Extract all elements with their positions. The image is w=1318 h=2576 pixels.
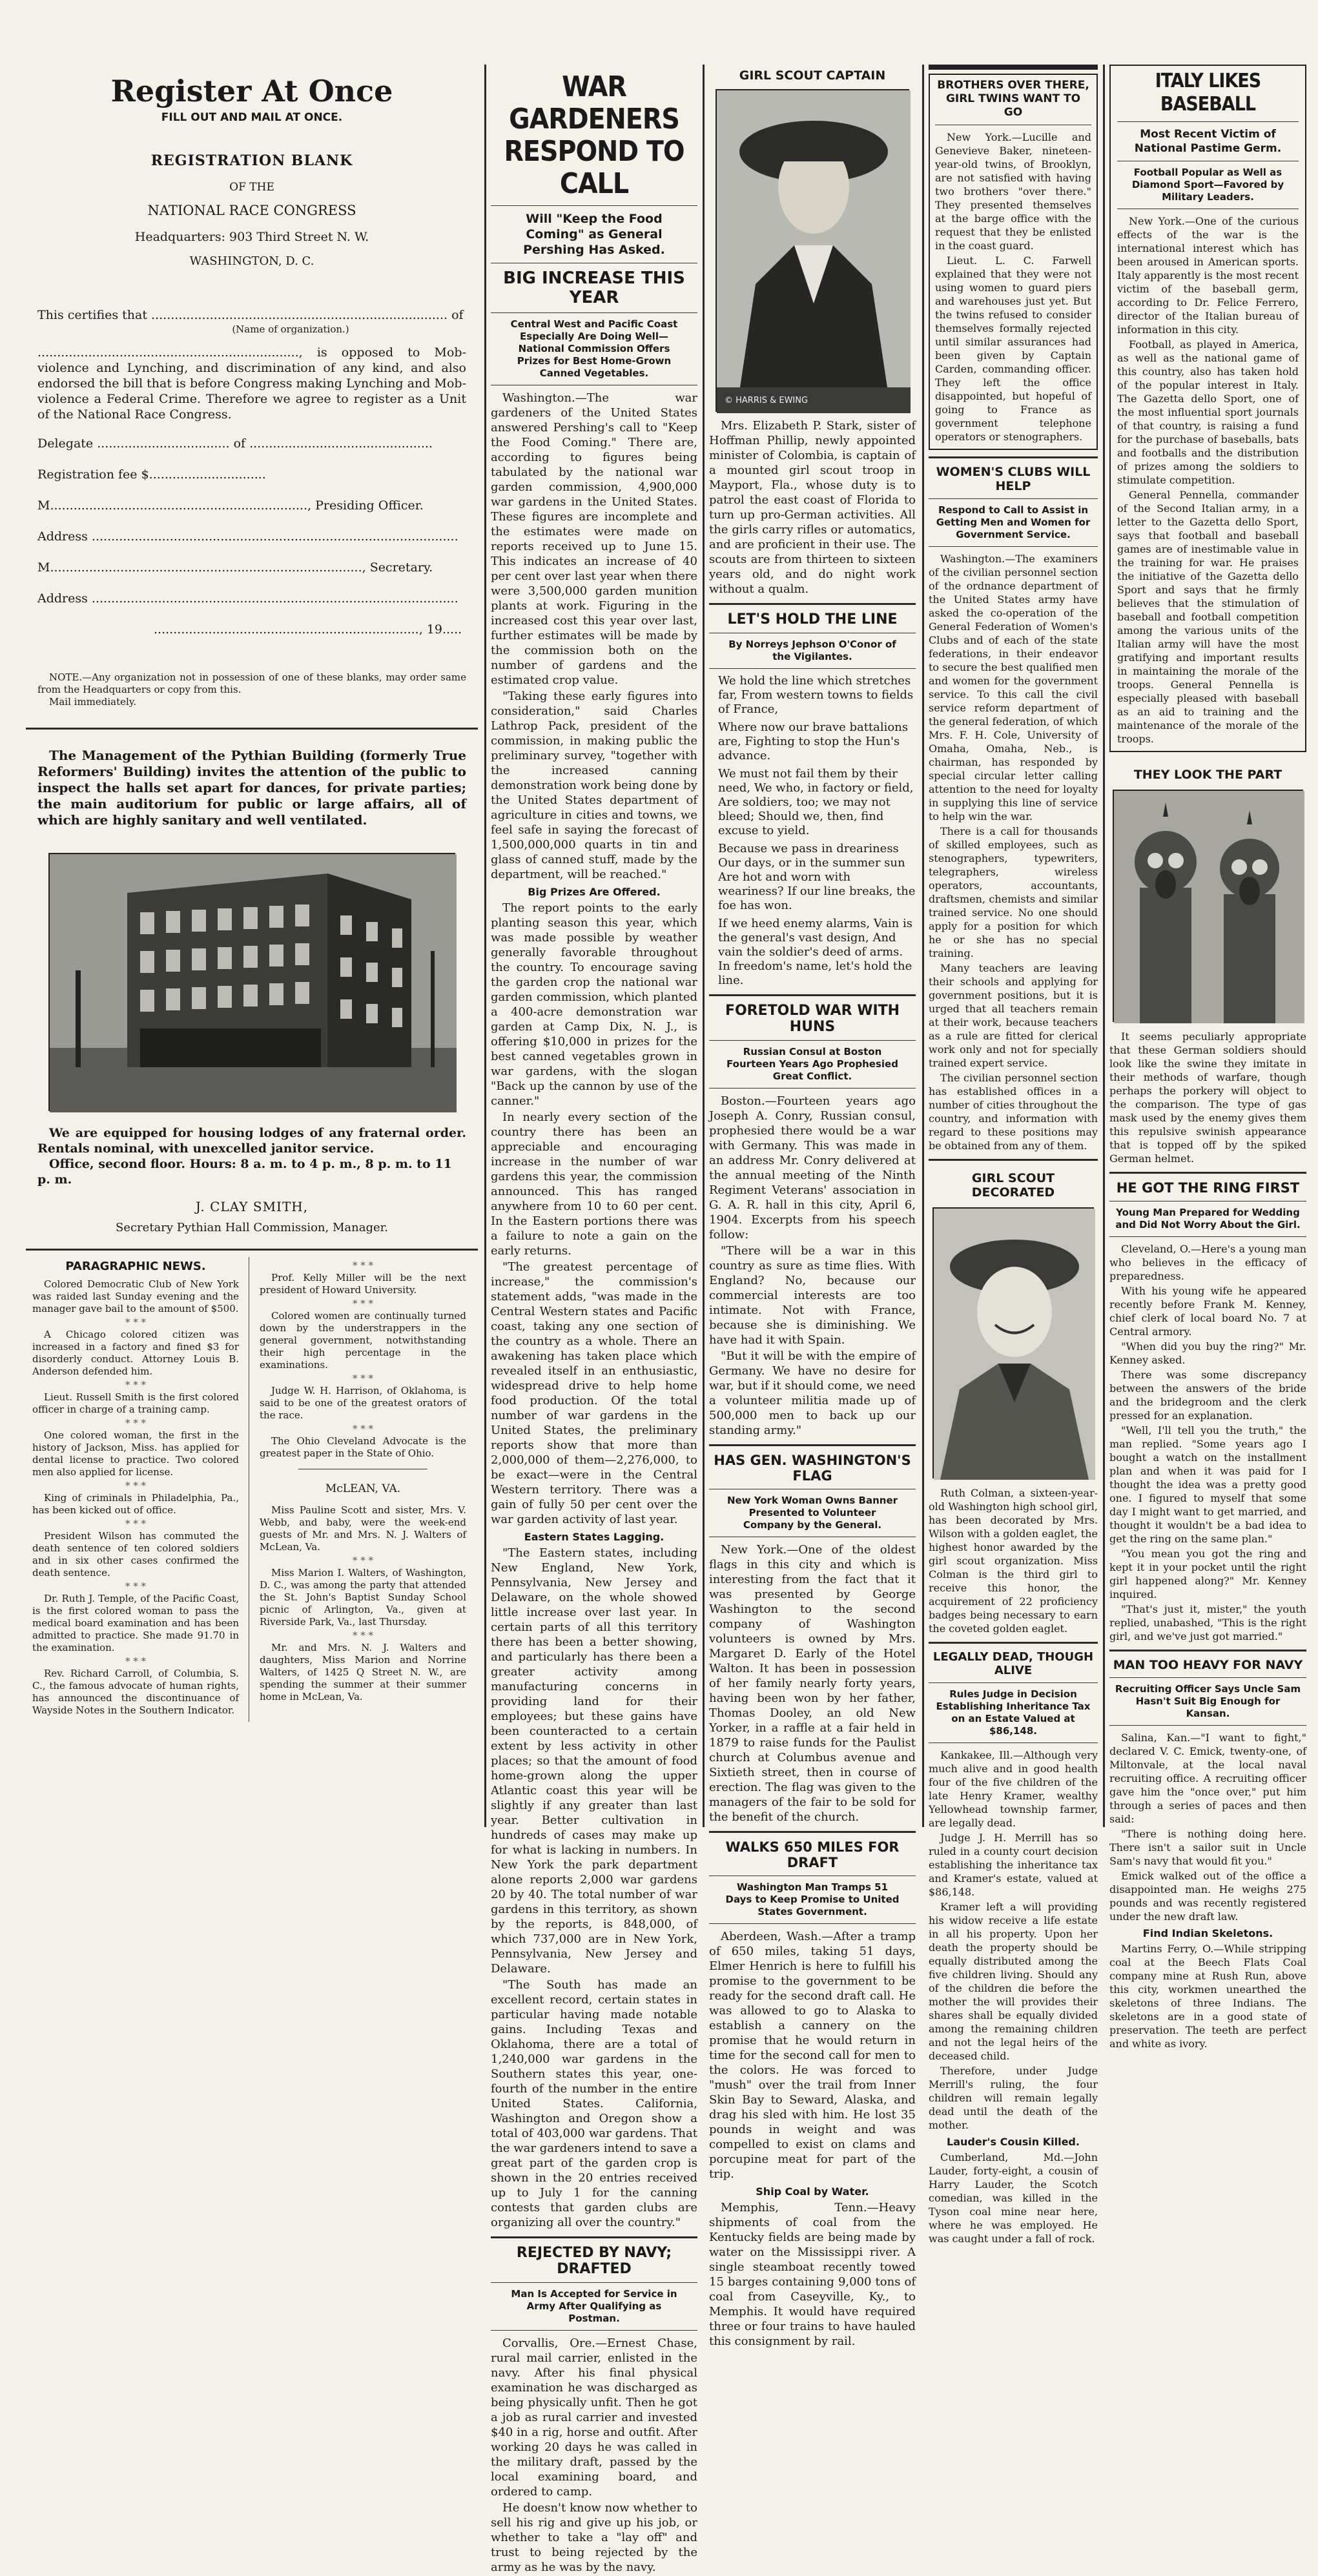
too-heavy-deck: Recruiting Officer Says Uncle Sam Hasn't Suit Big Enough for Kansan. [1115, 1683, 1301, 1719]
soldiers-illustration [1114, 791, 1304, 1023]
para-item: Rev. Richard Carroll, of Columbia, S. C., the famous advocate of human rights, has announced the discontinuance of Wayside Notes in the Southern Indicator. [32, 1668, 239, 1716]
girl-scout-decorated-caption: GIRL SCOUT DECORATED [971, 1171, 1055, 1200]
hold-the-line-title: LET'S HOLD THE LINE [727, 611, 898, 628]
article-paragraph: General Pennella, commander of the Second Italian army, in a letter to the Gazetta dello Sport, says that football and baseball games are of inestimable value in the training for war. He praises the initiative of the Gazetta dello Sport and says that he firmly believes that the stimulation of baseball and football competition among the various units of the Italian army will have the most gratifying and important results in maintaining the morale of the troops. General Pennella is especially pleased with baseball as an aid to training and the maintenance of the morale of the troops. [1117, 489, 1299, 745]
italy-baseball-headline: ITALY LIKES BASEBALL [1155, 70, 1261, 116]
signer-title: Secretary Pythian Hall Commission, Manager. [116, 1221, 388, 1234]
article-paragraph: Washington.—The examiners of the civilian personnel section of the ordnance department of the United States army have asked the co-operation of the General Federation of Women's Clubs and of each of the state federations, in their endeavor to secure the best qualified men and women for the government service. To this call the civil service reform department of the general federation, of which Mrs. F. H. Cole, University of Omaha, Omaha, Neb., is chairman, has responded by special circular letter calling attention to the need for loyalty in supplying this line of service to help win the war. [929, 553, 1098, 823]
big-increase-headline: BIG INCREASE THIS YEAR [503, 269, 685, 307]
scout-decorated-text: Ruth Colman, a sixteen-year-old Washington high school girl, has been decorated by Mrs. Wilson with a golden eaglet, the highest honor awarded by the girl scout organization. Miss Colman is the third girl to receive this honor, the acquirement of 22 proficiency badges being necessary to earn the coveted golden eaglet. [929, 1487, 1098, 1635]
portrait-illustration [934, 1209, 1095, 1480]
certifies-line: This certifies that ............................................................................ of [37, 308, 464, 322]
article-paragraph: The report points to the early planting season this year, which was made possible by weather generally favorable throughout the country. To encourage saving the garden crop the national war garden commission, which planted a 400-acre demonstration war garden at Camp Dix, N. J., is offering $10,000 in prizes for the best canned vegetables grown in war gardens, with the slogan "Back up the cannon by use of the canner." [491, 901, 697, 1108]
womens-clubs-deck: Respond to Call to Assist in Getting Men and Women for Government Service. [936, 504, 1091, 540]
equipped-text: We are equipped for housing lodges of any fraternal order. Rentals nominal, with unexcelled janitor service. [37, 1126, 466, 1156]
mclean-item: Mr. and Mrs. N. J. Walters and daughters, Miss Marion and Norrine Walters, of 1425 Q Street N. W., are spending the summer at their summer home in McLean, Va. [260, 1642, 466, 1702]
office-hours: Office, second floor. Hours: 8 a. m. to 4 p. m., 8 p. m. to 11 p. m. [37, 1157, 452, 1187]
article-paragraph: Boston.—Fourteen years ago Joseph A. Conry, Russian consul, prophesied there would be a war with Germany. This was made in an address Mr. Conry delivered at the annual meeting of the Ninth Regiment Veterans' association in G. A. R. hall in this city, April 6, 1904. Excerpts from his speech follow: [709, 1094, 916, 1242]
washington-flag-deck: New York Woman Owns Banner Presented to Volunteer Company by the General. [726, 1495, 898, 1531]
mail-text: Mail immediately. [49, 696, 137, 708]
register-title: Register At Once [110, 74, 393, 108]
subhead-indian-skeletons: Find Indian Skeletons. [1142, 1927, 1273, 1939]
para-item: Colored women are continually turned down by the understrappers in the general government, notwithstanding their high percentage in the examinations. [260, 1310, 466, 1371]
italy-baseball-box [1109, 65, 1306, 752]
address-field-2[interactable]: Address .............................................................................................. [37, 591, 458, 606]
presiding-field[interactable]: M.................................................................., Presiding Officer. [37, 498, 424, 513]
article-paragraph: Corvallis, Ore.—Ernest Chase, rural mail carrier, enlisted in the navy. After his final physical examination he was discharged as being physically unfit. Then he got a job as rural carrier and invested $40 in a rig, horse and outfit. After working 20 days he was called in the military draft, passed by the local examining board, and ordered to camp. [491, 2336, 697, 2499]
article-paragraph: Kramer left a will providing his widow receive a life estate in all his property. Upon her death the property should be equally distributed among the five children living. Should any of the children die before the mother the will provides their shares shall be equally divided among the remaining children and not the legal heirs of the deceased child. [929, 1901, 1098, 2062]
foretold-war-headline: FORETOLD WAR WITH HUNS [725, 1003, 900, 1035]
poem-stanza: If we heed enemy alarms, Vain is the general's vast design, And vain the soldier's deed of arms. In freedom's name, let's hold the line. [718, 917, 912, 987]
article-paragraph: "There will be a war in this country as sure as time flies. With England? No, because our commercial interests are too intimate. Not with France, because she is diminishing. We have had it with Spain. [709, 1244, 916, 1347]
article-paragraph: Washington.—The war gardeners of the United States answered Pershing's call to "Keep the Food Coming." There are, according to figures being tabulated by the national war garden commission, 4,900,000 war gardens in the United States. These figures are incomplete and the estimates were made on reports received up to June 15. This indicates an increase of 40 per cent over last year when there were 3,500,000 garden munition plants at work. Figuring in the increased cost this year over last, further estimates will be made by the commission both on the number of gardens and the estimated crop value. [491, 391, 697, 687]
article-paragraph: Kankakee, Ill.—Although very much alive and in good health four of the five children of the late Henry Kramer, wealthy Yellowhead township farmer, are legally dead. [929, 1749, 1098, 1829]
legally-dead-headline: LEGALLY DEAD, THOUGH ALIVE [932, 1650, 1094, 1677]
poem-stanza: We hold the line which stretches far, From western towns to fields of France, [718, 674, 914, 716]
mclean-item: Miss Marion I. Walters, of Washington, D. C., was among the party that attended the St. John's Baptist Sunday School picnic of Arlington, Va., given at Riverside Park, Va., last Thursday. [260, 1567, 466, 1628]
city: WASHINGTON, D. C. [189, 254, 314, 268]
mclean-title: McLEAN, VA. [325, 1482, 401, 1495]
article-paragraph: "When did you buy the ring?" Mr. Kenney asked. [1109, 1340, 1306, 1366]
gas-mask-soldiers-photo [1113, 790, 1303, 1022]
italy-baseball-deck: Most Recent Victim of National Pastime Germ. [1134, 128, 1282, 155]
article-paragraph: There was some discrepancy between the answers of the bride and the bridegroom and the clerk pressed for an explanation. [1109, 1369, 1306, 1422]
headquarters: Headquarters: 903 Third Street N. W. [134, 230, 369, 244]
poem-stanza: Because we pass in dreariness Our days, or in the summer sun Are hot and worn with weariness? If our line breaks, the foe has won. [718, 842, 916, 912]
para-item: Dr. Ruth J. Temple, of the Pacific Coast, is the first colored woman to pass the medical board examination and has been admitted to practice. She made 91.70 in the examination. [32, 1593, 239, 1653]
womens-clubs-headline: WOMEN'S CLUBS WILL HELP [936, 465, 1091, 493]
registration-ad [26, 74, 478, 708]
address-field-1[interactable]: Address .............................................................................................. [37, 529, 458, 544]
poem-stanza: Where now our brave battalions are, Fighting to stop the Hun's advance. [718, 721, 909, 762]
article-paragraph: New York.—One of the oldest flags in this city and which is interesting from the fact that it was presented by George Washington to the second company of Washington volunteers is owned by Mrs. Margaret D. Early of the Hotel Walton. It has been in possession of her family nearly forty years, having been won by her father, Thomas Dooley, an old New Yorker, in a raffle at a fair held in 1879 to raise funds for the Paulist church at Columbus avenue and Sixtieth street, then in course of erection. The flag was given to the managers of the fair to be sold for the benefit of the church. [709, 1543, 916, 1824]
girl-scout-captain-photo [716, 89, 909, 412]
brothers-over-there-box [929, 74, 1098, 450]
para-item: King of criminals in Philadelphia, Pa., has been kicked out of office. [32, 1492, 239, 1516]
poem-stanza: We must not fail them by their need, We who, in factory or field, Are soldiers, too; we may not bleed; Should we, then, find excuse to yield. [718, 767, 914, 837]
blank-of: OF THE [229, 181, 274, 194]
subhead-eastern-states: Eastern States Lagging. [524, 1531, 664, 1543]
column-1 [26, 45, 478, 1722]
article-paragraph: "You mean you got the ring and kept it in your pocket until the right girl happened along?" Mr. Kenney inquired. [1109, 1548, 1306, 1600]
building-illustration [50, 854, 457, 1112]
delegate-field[interactable]: Delegate .................................. of ............................................... [37, 436, 433, 451]
newspaper-page [26, 45, 1308, 2574]
date-field[interactable]: ...................................................................., 19..... [154, 622, 462, 637]
girl-scout-decorated-photo [932, 1207, 1094, 1478]
blank-title: REGISTRATION BLANK [150, 152, 353, 169]
column-3 [709, 45, 916, 2350]
article-paragraph: "The Eastern states, including New England, New York, Pennsylvania, New Jersey and Delaware, on the whole showed little increase over last year. In certain parts of all this territory there has been a better showing, and particularly has there been a greater activity among manufacturing concerns in providing land for their employees; but these gains have been counteracted to a certain extent by less activity in other places; so that the amount of food home-grown along the upper Atlantic coast this year will be slightly if any greater than last year. Better cultivation in hundreds of cases may make up for what is lacking in numbers. In New York the park department alone reports 2,000 war gardens 20 by 40. The total number of war gardens in this territory, as shown by the reports, is 848,000, of which 737,000 are in New York, Pennsylvania, New Jersey and Delaware. [491, 1546, 697, 1976]
secretary-field[interactable]: M................................................................................, Secretary. [37, 560, 433, 575]
article-paragraph: There is a call for thousands of skilled employees, such as stenographers, typewriters, telegraphers, wireless operators, accountants, draftsmen, chemists and similar trained service. No one should apply for a position for which he or she has no special training. [929, 825, 1098, 959]
column-4 [929, 45, 1098, 2247]
register-subtitle: FILL OUT AND MAIL AT ONCE. [161, 111, 343, 124]
article-paragraph: Lieut. L. C. Farwell explained that they were not using women to guard piers and warehouses just yet. But the twins refused to consider themselves formally rejected until similar assurances had been given by Captain Carden, commanding officer. They left the office disappointed, but hopeful of going to France as government telephone operators or stenographers. [935, 254, 1091, 443]
they-look-the-part-caption: THEY LOOK THE PART [1133, 768, 1282, 782]
name-of-org-label: (Name of organization.) [232, 323, 349, 335]
blank-org: NATIONAL RACE CONGRESS [147, 203, 356, 218]
article-paragraph: New York.—One of the curious effects of the war is the international interest which has been aroused in American sports. Italy apparently is the most recent victim of the baseball germ, according to Dr. Felice Ferrero, director of the Italian bureau of information in this city. [1117, 215, 1299, 336]
italy-baseball-deck-2: Football Popular as Well as Diamond Sport—Favored by Military Leaders. [1131, 167, 1284, 203]
para-item: President Wilson has commuted the death sentence of ten colored soldiers and in six other cases confirmed the death sentence. [32, 1530, 239, 1579]
article-paragraph: With his young wife he appeared recently before Frank M. Kenney, chief clerk of local board No. 7 at Central armory. [1109, 1285, 1306, 1338]
article-paragraph: Martins Ferry, O.—While stripping coal at the Beech Flats Coal company mine at Rush Run, above this city, workmen unearthed the skeletons of three Indians. The skeletons are in a good state of preservation. The teeth are perfect and white as ivory. [1109, 1943, 1306, 2050]
foretold-war-deck: Russian Consul at Boston Fourteen Years Ago Prophesied Great Conflict. [726, 1046, 898, 1082]
girl-scout-captain-caption: GIRL SCOUT CAPTAIN [739, 68, 886, 83]
mclean-item: Miss Pauline Scott and sister, Mrs. V. Webb, and baby, were the week-end guests of Mr. and Mrs. N. J. Walters of McLean, Va. [260, 1504, 466, 1553]
note-text: NOTE.—Any organization not in possession of one of these blanks, may order same from the Headquarters or copy from this. [37, 671, 466, 695]
para-item: One colored woman, the first in the history of Jackson, Miss. has applied for dental license to practice. Two colored men also applied for license. [32, 1429, 239, 1478]
paragraphic-news-title: PARAGRAPHIC NEWS. [65, 1260, 206, 1273]
brothers-over-there-headline: BROTHERS OVER THERE, GIRL TWINS WANT TO GO [937, 79, 1089, 119]
article-paragraph: "Well, I'll tell you the truth," the man replied. "Some years ago I bought a watch on the installment plan and when it was paid for I thought the idea was a pretty good one. I figured to myself that some day I might want to get married, and thought it wouldn't be a bad idea to get the ring on the same plan." [1109, 1424, 1306, 1545]
pythian-building-photo [48, 853, 455, 1111]
scout-captain-text: Mrs. Elizabeth P. Stark, sister of Hoffman Phillip, newly appointed minister of Colombia, is captain of a mounted girl scout troop in Mayport, Fla., whose duty is to patrol the east coast of Florida to turn up pro-German activities. All the girls carry rifles or automatics, and are proficient in their use. The scouts are from thirteen to sixteen years old, and do night work without a qualm. [709, 419, 916, 596]
signer-name: J. CLAY SMITH, [195, 1199, 309, 1214]
article-paragraph: Football, as played in America, as well as the national game of this country, also has taken hold of the popular interest in Italy. The Gazetta dello Sport, one of the most influential sport journals of that country, is raising a fund for the purchase of baseballs, bats and footballs and the distribution of prizes among the soldiers to stimulate competition. [1117, 338, 1299, 486]
article-paragraph: In nearly every section of the country there has been an appreciable and encouraging increase in the number of war gardens this year, the commission announced. This has ranged anywhere from 10 to 60 per cent. In the Eastern portions there was a failure to note a gain on the early returns. [491, 1110, 697, 1258]
walks-650-miles-headline: WALKS 650 MILES FOR DRAFT [725, 1839, 900, 1870]
washington-flag-headline: HAS GEN. WASHINGTON'S FLAG [714, 1453, 911, 1484]
para-item: Colored Democratic Club of New York was raided last Sunday evening and the manager gave bail to the amount of $500. [32, 1278, 239, 1314]
article-paragraph: Therefore, under Judge Merrill's ruling, the four children will remain legally dead until the death of the mother. [929, 2065, 1098, 2131]
article-paragraph: Cleveland, O.—Here's a young man who believes in the efficacy of preparedness. [1109, 1243, 1306, 1282]
walks-650-miles-deck: Washington Man Tramps 51 Days to Keep Promise to United States Government. [725, 1881, 900, 1917]
look-the-part-text: It seems peculiarly appropriate that these German soldiers should look like the swine they imitate in their methods of warfare, though perhaps the porkery will object to the comparison. The type of gas mask used by the enemy gives them this repulsive swinish appearance that is topped off by the spiked German helmet. [1109, 1030, 1306, 1165]
article-paragraph: Memphis, Tenn.—Heavy shipments of coal from the Kentucky fields are being made by water on the Mississippi river. A single steamboat recently towed 15 barges containing 9,000 tons of coal from Caseyville, Ky., to Memphis. It would have required three or four trains to have hauled this consignment by rail. [709, 2201, 916, 2348]
article-paragraph: The civilian personnel section has established offices in a number of cities throughout the country, and information with regard to these positions may be obtained from any of them. [929, 1072, 1098, 1152]
got-the-ring-deck: Young Man Prepared for Wedding and Did Not Worry About the Girl. [1115, 1207, 1301, 1231]
war-gardeners-deck: Will "Keep the Food Coming" as General Pershing Has Asked. [523, 212, 665, 257]
subhead-big-prizes: Big Prizes Are Offered. [528, 886, 661, 898]
column-5 [1109, 45, 1306, 2052]
para-item: A Chicago colored citizen was increased in a factory and fined $3 for disorderly conduct. Attorney Louis B. Anderson defended him. [32, 1329, 239, 1377]
article-paragraph: Many teachers are leaving their schools and applying for government positions, but it is urged that all teachers remain at their work, because teachers as a rule are fitted for clerical work only and not for specially trained expert service. [929, 962, 1098, 1069]
got-the-ring-headline: HE GOT THE RING FIRST [1116, 1180, 1300, 1196]
para-item: Judge W. H. Harrison, of Oklahoma, is said to be one of the greatest orators of the race. [260, 1385, 466, 1421]
article-paragraph: "There is nothing doing here. There isn't a sailor suit in Uncle Sam's navy that would fit you." [1109, 1828, 1306, 1867]
para-item: Lieut. Russell Smith is the first colored officer in charge of a training camp. [32, 1391, 239, 1415]
poem-byline: By Norreys Jephson O'Conor of the Vigilantes. [728, 639, 896, 662]
subhead-lauders-cousin: Lauder's Cousin Killed. [947, 2136, 1080, 2148]
subhead-ship-coal: Ship Coal by Water. [756, 2185, 869, 2198]
column-2 [491, 45, 697, 2576]
photo-credit: © HARRIS & EWING [725, 396, 808, 405]
article-paragraph: Salina, Kan.—"I want to fight," declared V. C. Emick, twenty-one, of Miltonvale, at the local naval recruiting office. A recruiting officer gave him the "once over," put him through a series of paces and then said: [1109, 1732, 1306, 1825]
article-paragraph: "Taking these early figures into consideration," said Charles Lathrop Pack, president of the commission, in making public the preliminary survey, "together with the increased canning demonstration work being done by the United States department of agriculture in cities and towns, we feel safe in saying the forecast of 1,500,000,000 quarts in tin and glass of canned stuff, made by the department, will be reached." [491, 690, 697, 881]
article-paragraph: "That's just it, mister," the youth replied, unabashed, "This is the right girl, and we've just got married." [1109, 1603, 1306, 1642]
pythian-text: The Management of the Pythian Building (formerly True Reformers' Building) invites the attention of the public to inspect the halls set apart for dances, for private parties; the main auditorium for public or large affairs, all of which are highly sanitary and well ventilated. [37, 748, 466, 828]
fee-field[interactable]: Registration fee $.............................. [37, 467, 266, 482]
article-paragraph: "But it will be with the empire of Germany. We have no desire for war, but if it should come, we need a volunteer militia made up of 500,000 men to back up our standing army." [709, 1349, 916, 1437]
portrait-illustration [717, 90, 911, 413]
opposed-text: ..................................................................., is opposed to Mob-violence and Lynching, and discrimination of any kind, and also endorsed the bill that is before Congress making Lynching and Mob-violence a Federal Crime. Therefore we agree to register as a Unit of the National Race Congress. [37, 345, 466, 422]
rejected-by-navy-deck: Man Is Accepted for Service in Army After Qualifying as Postman. [511, 2288, 677, 2324]
big-increase-deck: Central West and Pacific Coast Especially Are Doing Well—National Commission Offers Prizes for Best Home-Grown Canned Vegetables. [510, 318, 678, 379]
legally-dead-deck: Rules Judge in Decision Establishing Inheritance Tax on an Estate Valued at $86,148. [936, 1688, 1091, 1737]
article-paragraph: Cumberland, Md.—John Lauder, forty-eight, a cousin of Harry Lauder, the Scotch comedian, was killed in the Tyson coal mine near here, where he was employed. He was caught under a fall of rock. [929, 2151, 1098, 2245]
article-paragraph: Emick walked out of the office a disappointed man. He weighs 275 pounds and was recently registered under the new draft law. [1109, 1870, 1306, 1923]
article-paragraph: "The South has made an excellent record, certain states in particular having made notable gains. Including Texas and Oklahoma, there are a total of 1,240,000 war gardens in the Southern states this year, one-fourth of the number in the entire United States. California, Washington and Oregon show a total of 403,000 war gardens. That the war gardeners intend to save a great part of the garden crop is shown in the 20 entries received up to July 1 for the canning contests that garden clubs are organizing all over the country." [491, 1978, 697, 2229]
article-paragraph: "The greatest percentage of increase," the commission's statement adds, "was made in the Central Western states and Pacific coast, taking any one section of the country as a whole. There an awakening has taken place which revealed itself in an enthusiastic, widespread drive to help home food production. Of the total number of war gardens in the United States, the preliminary reports show that more than 2,000,000 of them—2,276,000, to be exact—were in the Central Western territory. There was a gain of fully 50 per cent over the war garden activity of last year. [491, 1260, 697, 1526]
article-paragraph: He doesn't know now whether to sell his rig and give up his job, or whether to take a "lay off" and trust to being rejected by the army as he was by the navy. [491, 2501, 697, 2574]
para-item: The Ohio Cleveland Advocate is the greatest paper in the State of Ohio. [260, 1435, 466, 1459]
article-paragraph: Judge J. H. Merrill has so ruled in a county court decision establishing the inheritance tax and Kramer's estate, valued at $86,148. [929, 1832, 1098, 1898]
article-paragraph: Aberdeen, Wash.—After a tramp of 650 miles, taking 51 days, Elmer Henrich is here to fulfill his promise to the government to be ready for the second draft call. He was allowed to go to Alaska to establish a cannery on the promise that he would return in time for the second call for men to the colors. He was forced to "mush" over the trail from Inner Skin Bay to Seward, Alaska, and drag his sled with him. He lost 35 pounds in weight and was compelled to exist on clams and porcupine meat for part of the trip. [709, 1930, 916, 2181]
paragraphic-news: PARAGRAPHIC NEWS. Colored Democratic Club of New York was raided last Sunday evening and the manager gave bail to the amount of $500. * * * A Chicago colored citizen was increased in a factory and fined $3 for disorderly conduct. Attorney Louis B. Anderson defended him. * * * Lieut. Russell Smith is the first colored officer in charge of a training camp. * * * One colored woman, the first in the history of Jackson, Miss. has applied for dental license to practice. Two colored men also applied for license. * * * King of criminals in Philadelphia, Pa., has been kicked out of office. * * * President Wilson has commuted the death sentence of ten colored soldiers and in six other cases confirmed the death sentence. * * * Dr. Ruth J. Temple, of the Pacific Coast, is the first colored woman to pass the medical board examination and has been admitted to practice. She made 91.70 in the examination. * * * Rev. Richard Carroll, of Columbia, S. C., the famous advocate of human rights, has announced the discontinuance of Wayside Notes in the Southern Indicator. * * * Prof. Kelly Miller will be the next president of Howard University. * * * Colored women are continually turned down by the understrappers in the general government, notwithstanding their high percentage in the examinations. * * * Judge W. H. Harrison, of Oklahoma, is said to be one of the greatest orators of the race. * * * The Ohio Cleveland Advocate is the greatest paper in the State of Ohio. McLEAN, VA. Miss Pauline Scott and sister, Mrs. V. Webb, and baby, were the week-end guests of Mr. and Mrs. N. J. Walters of McLean, Va. * * * Miss Marion I. Walters, of Washington, D. C., was among the party that attended the St. John's Baptist Sunday School picnic of Arlington, Va., given at Riverside Park, Va., last Thursday. * * * Mr. and Mrs. N. J. Walters and daughters, Miss Marion and Norrine Walters, of 1425 Q Street N. W., are spending the summer at their summer home in McLean, Va. [26, 1257, 478, 1722]
rejected-by-navy-headline: REJECTED BY NAVY; DRAFTED [516, 2245, 672, 2277]
war-gardeners-headline: WAR GARDENERS RESPOND TO CALL [504, 70, 685, 200]
article-paragraph: New York.—Lucille and Genevieve Baker, nineteen-year-old twins, of Brooklyn, are not satisfied with having two brothers "over there." They presented themselves at the barge office with the request that they be enlisted in the coast guard. [935, 131, 1091, 252]
too-heavy-headline: MAN TOO HEAVY FOR NAVY [1113, 1658, 1303, 1672]
para-item: Prof. Kelly Miller will be the next president of Howard University. [260, 1272, 466, 1296]
pythian-ad [26, 748, 478, 1234]
